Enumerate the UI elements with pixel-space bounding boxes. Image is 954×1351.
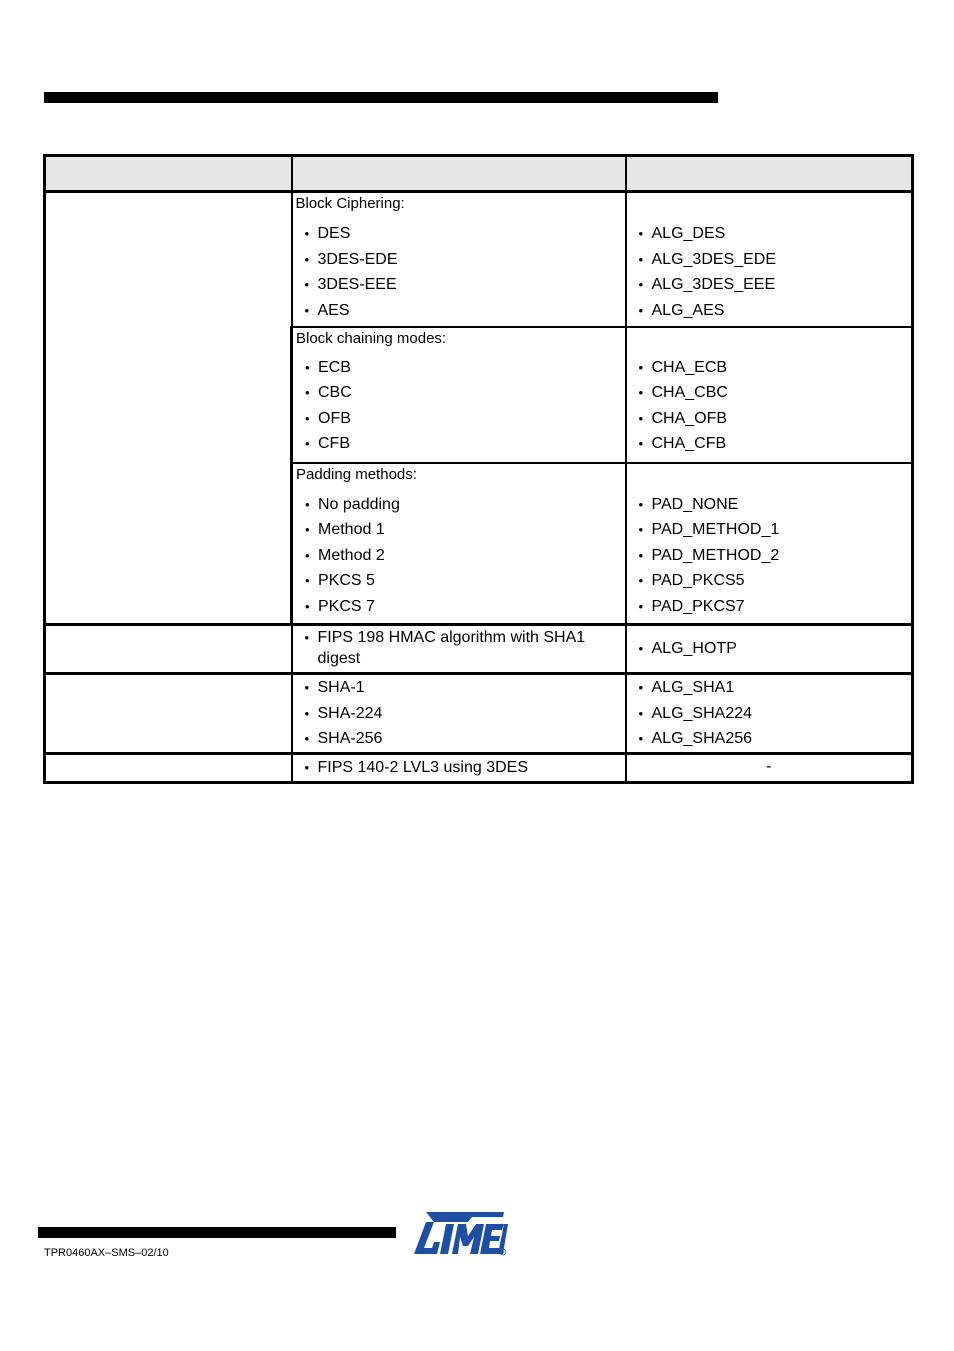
section-label: Block Ciphering:: [295, 195, 405, 212]
section-label: Padding methods:: [296, 465, 417, 483]
constant-list: [627, 348, 912, 457]
constant-list: [627, 213, 912, 323]
list-item: • SHA-256: [305, 726, 625, 752]
constant-list: [627, 675, 912, 752]
atmel-logo: [412, 1210, 508, 1258]
table-row: [45, 625, 913, 674]
list-item: • CBC: [305, 380, 625, 406]
list-item: • CFB: [305, 431, 625, 457]
header-cell-category: [45, 156, 292, 192]
footer-rule: [38, 1227, 396, 1238]
constant-cell: [626, 463, 913, 625]
list-item: • ALG_3DES_EEE: [639, 272, 912, 298]
list-item: • ALG_3DES_EDE: [639, 247, 912, 273]
list-item: • OFB: [305, 406, 625, 432]
list-item: • PAD_PKCS7: [639, 594, 912, 620]
algorithm-cell: [292, 327, 626, 463]
table-header-row: [45, 156, 913, 192]
list-item: • ALG_SHA256: [639, 726, 912, 752]
list-item: • CHA_CFB: [639, 431, 912, 457]
category-cell-symmetric: [45, 192, 292, 625]
list-item: • CHA_CBC: [639, 380, 912, 406]
algorithm-list: [293, 214, 625, 323]
algorithm-list: [293, 626, 625, 669]
section-label: Block chaining modes:: [296, 329, 447, 347]
list-item: • PAD_METHOD_2: [639, 543, 912, 569]
list-item: • ALG_SHA1: [639, 675, 912, 701]
constant-cell: [626, 754, 913, 783]
constant-cell: [626, 674, 913, 754]
algorithm-cell: [292, 754, 626, 783]
algorithm-list: [293, 755, 625, 781]
algorithm-cell: [292, 463, 626, 625]
list-item: • CHA_ECB: [639, 355, 912, 381]
category-cell-hash: [45, 674, 292, 754]
constant-list: [627, 484, 912, 620]
constant-cell: [626, 192, 913, 327]
header-cell-constant: [626, 156, 913, 192]
document-code: TPR0460AX–SMS–02/10: [44, 1247, 169, 1259]
list-item: • Method 2: [305, 543, 625, 569]
algorithm-table: [43, 154, 914, 784]
list-item: • AES: [305, 298, 625, 324]
list-item: • ALG_AES: [639, 298, 912, 324]
category-cell-key-storage: [45, 754, 292, 783]
empty-constant: -: [766, 758, 772, 775]
list-item: • CHA_OFB: [639, 406, 912, 432]
table-row: [45, 754, 913, 783]
list-item: • PKCS 7: [305, 594, 625, 620]
list-item: • ECB: [305, 355, 625, 381]
list-item: • PAD_METHOD_1: [639, 517, 912, 543]
list-item: • SHA-224: [305, 701, 625, 727]
algorithm-cell: [292, 192, 626, 327]
table-row: [45, 192, 913, 327]
list-item: • 3DES-EEE: [305, 272, 625, 298]
list-item: • PAD_PKCS5: [639, 568, 912, 594]
constant-list: [627, 636, 912, 662]
list-item: • PKCS 5: [305, 568, 625, 594]
list-item: • SHA-1: [305, 675, 625, 701]
category-cell-hmac: [45, 625, 292, 674]
constant-cell: [626, 327, 913, 463]
algorithm-list: [293, 349, 625, 457]
algorithm-cell: [292, 625, 626, 674]
algorithm-cell: [292, 674, 626, 754]
table-row: [45, 674, 913, 754]
list-item: • FIPS 140-2 LVL3 using 3DES: [305, 755, 625, 781]
algorithm-list: [293, 675, 625, 752]
list-item: • Method 1: [305, 517, 625, 543]
list-item: • ALG_HOTP: [639, 636, 912, 662]
svg-text:R: R: [501, 1249, 505, 1255]
list-item: • PAD_NONE: [639, 492, 912, 518]
list-item: • No padding: [305, 492, 625, 518]
header-rule: [44, 92, 718, 103]
list-item: • ALG_SHA224: [639, 701, 912, 727]
list-item: • DES: [305, 221, 625, 247]
constant-cell: [626, 625, 913, 674]
list-item: • 3DES-EDE: [305, 247, 625, 273]
list-item: • ALG_DES: [639, 221, 912, 247]
list-item: • FIPS 198 HMAC algorithm with SHA1 digest: [305, 627, 625, 669]
header-cell-algorithm: [292, 156, 626, 192]
algorithm-list: [293, 485, 625, 620]
